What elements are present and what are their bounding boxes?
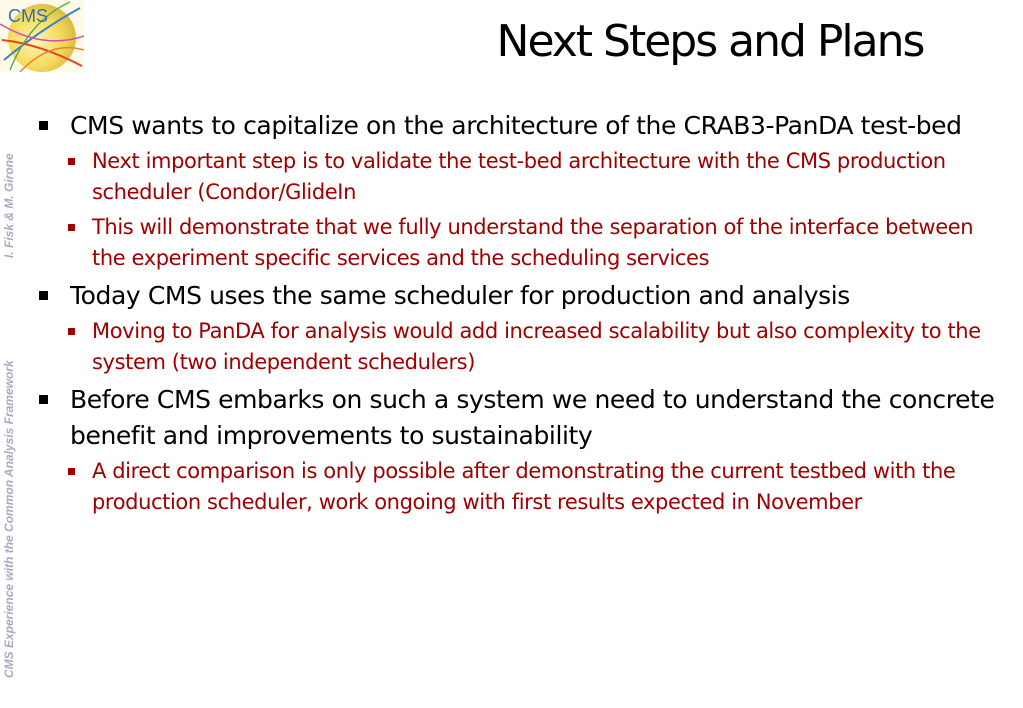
sidebar-authors: I. Fisk & M. Girone	[2, 153, 16, 258]
page-title: Next Steps and Plans	[496, 16, 924, 67]
cms-logo-graphic	[0, 0, 84, 72]
sub-bullet-text: This will demonstrate that we fully understand the separation of the interface between the experiment specific services and the scheduling services	[92, 215, 974, 270]
bullet-list	[30, 108, 1010, 522]
bullet-text: CMS wants to capitalize on the architecture of the CRAB3-PanDA test-bed	[70, 111, 962, 140]
sidebar-framework-text: CMS Experience with the Common Analysis Framework	[2, 360, 16, 678]
sub-bullet-item-1-2	[30, 212, 1010, 274]
bullet-item-1	[30, 108, 1010, 144]
bullet-text: Today CMS uses the same scheduler for production and analysis	[70, 281, 850, 310]
bullet-item-3	[30, 382, 1010, 454]
cms-logo-text: CMS	[8, 6, 48, 26]
bullet-item-2	[30, 278, 1010, 314]
bullet-text: Before CMS embarks on such a system we need to understand the concrete benefit and improvements to sustainability	[70, 385, 995, 450]
square-bullet-icon	[39, 395, 48, 404]
square-bullet-icon	[39, 291, 48, 300]
cms-logo	[0, 0, 84, 72]
square-bullet-icon	[68, 468, 75, 475]
sub-bullet-item-2-1	[30, 316, 1010, 378]
sub-bullet-text: A direct comparison is only possible after demonstrating the current testbed with the production scheduler, work ongoing with first results expected in November	[92, 459, 956, 514]
sidebar-vertical-text	[2, 118, 18, 678]
square-bullet-icon	[39, 121, 48, 130]
square-bullet-icon	[68, 158, 75, 165]
sub-bullet-item-3-1	[30, 456, 1010, 518]
square-bullet-icon	[68, 224, 75, 231]
sub-bullet-text: Moving to PanDA for analysis would add increased scalability but also complexity to the system (two independent schedulers)	[92, 319, 981, 374]
square-bullet-icon	[68, 328, 75, 335]
sub-bullet-item-1-1	[30, 146, 1010, 208]
sub-bullet-text: Next important step is to validate the test-bed architecture with the CMS production scheduler (Condor/GlideIn	[92, 149, 946, 204]
